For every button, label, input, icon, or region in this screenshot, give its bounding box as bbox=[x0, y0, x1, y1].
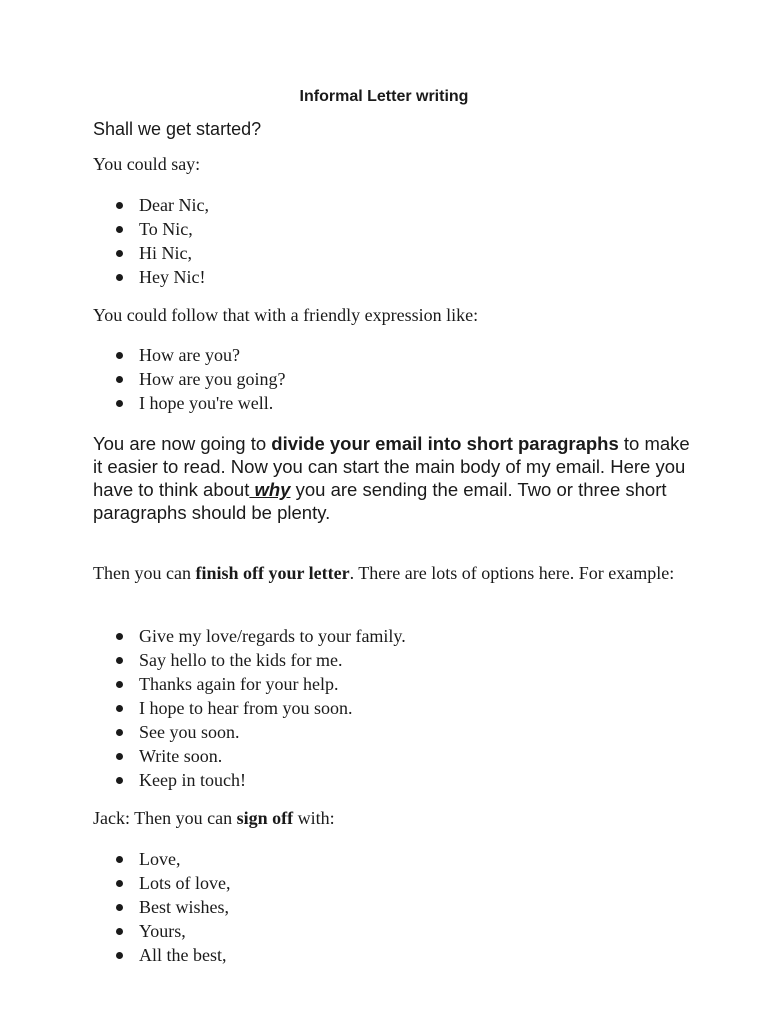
body-paragraph bbox=[93, 432, 693, 524]
list-item: Dear Nic, bbox=[93, 193, 209, 217]
finish-lead bbox=[93, 561, 683, 585]
list-item: Thanks again for your help. bbox=[93, 672, 406, 696]
signoff-lead bbox=[93, 806, 683, 830]
list-item: How are you going? bbox=[93, 367, 285, 391]
body-text: You are now going to bbox=[93, 433, 272, 454]
body-emphasis: divide your email into short paragraphs bbox=[271, 433, 619, 454]
list-item: I hope you're well. bbox=[93, 391, 285, 415]
body-text: you are sending the email. Two or three short paragraphs should be plenty. bbox=[93, 479, 667, 523]
list-item: Love, bbox=[93, 847, 231, 871]
list-item: To Nic, bbox=[93, 217, 209, 241]
intro-text: Shall we get started? bbox=[93, 119, 262, 139]
friendly-list bbox=[93, 343, 285, 415]
signoff-text: Jack: Then you can bbox=[93, 808, 237, 828]
list-item: Yours, bbox=[93, 919, 231, 943]
list-item: All the best, bbox=[93, 943, 231, 967]
signoff-emphasis: sign off bbox=[236, 808, 294, 828]
list-item: Hey Nic! bbox=[93, 265, 209, 289]
body-text: to make it easier to read. Now you can start the main body of my email. Here you have to think about bbox=[93, 433, 690, 500]
why-emphasis: why bbox=[249, 479, 291, 500]
list-item: How are you? bbox=[93, 343, 285, 367]
finish-list bbox=[93, 624, 406, 792]
list-item: Give my love/regards to your family. bbox=[93, 624, 406, 648]
signoff-text: with: bbox=[293, 808, 335, 828]
list-item: Write soon. bbox=[93, 744, 406, 768]
list-item: Best wishes, bbox=[93, 895, 231, 919]
finish-emphasis: finish off your letter bbox=[195, 563, 350, 583]
greeting-list bbox=[93, 193, 209, 289]
document-title: Informal Letter writing bbox=[299, 88, 469, 105]
signoff-list bbox=[93, 847, 231, 967]
finish-text: . There are lots of options here. For example: bbox=[349, 563, 675, 583]
list-item: Lots of love, bbox=[93, 871, 231, 895]
list-item: Say hello to the kids for me. bbox=[93, 648, 406, 672]
greeting-lead: You could say: bbox=[93, 154, 201, 174]
list-item: I hope to hear from you soon. bbox=[93, 696, 406, 720]
finish-text: Then you can bbox=[93, 563, 196, 583]
friendly-lead: You could follow that with a friendly expression like: bbox=[93, 305, 479, 325]
list-item: See you soon. bbox=[93, 720, 406, 744]
list-item: Hi Nic, bbox=[93, 241, 209, 265]
list-item: Keep in touch! bbox=[93, 768, 406, 792]
